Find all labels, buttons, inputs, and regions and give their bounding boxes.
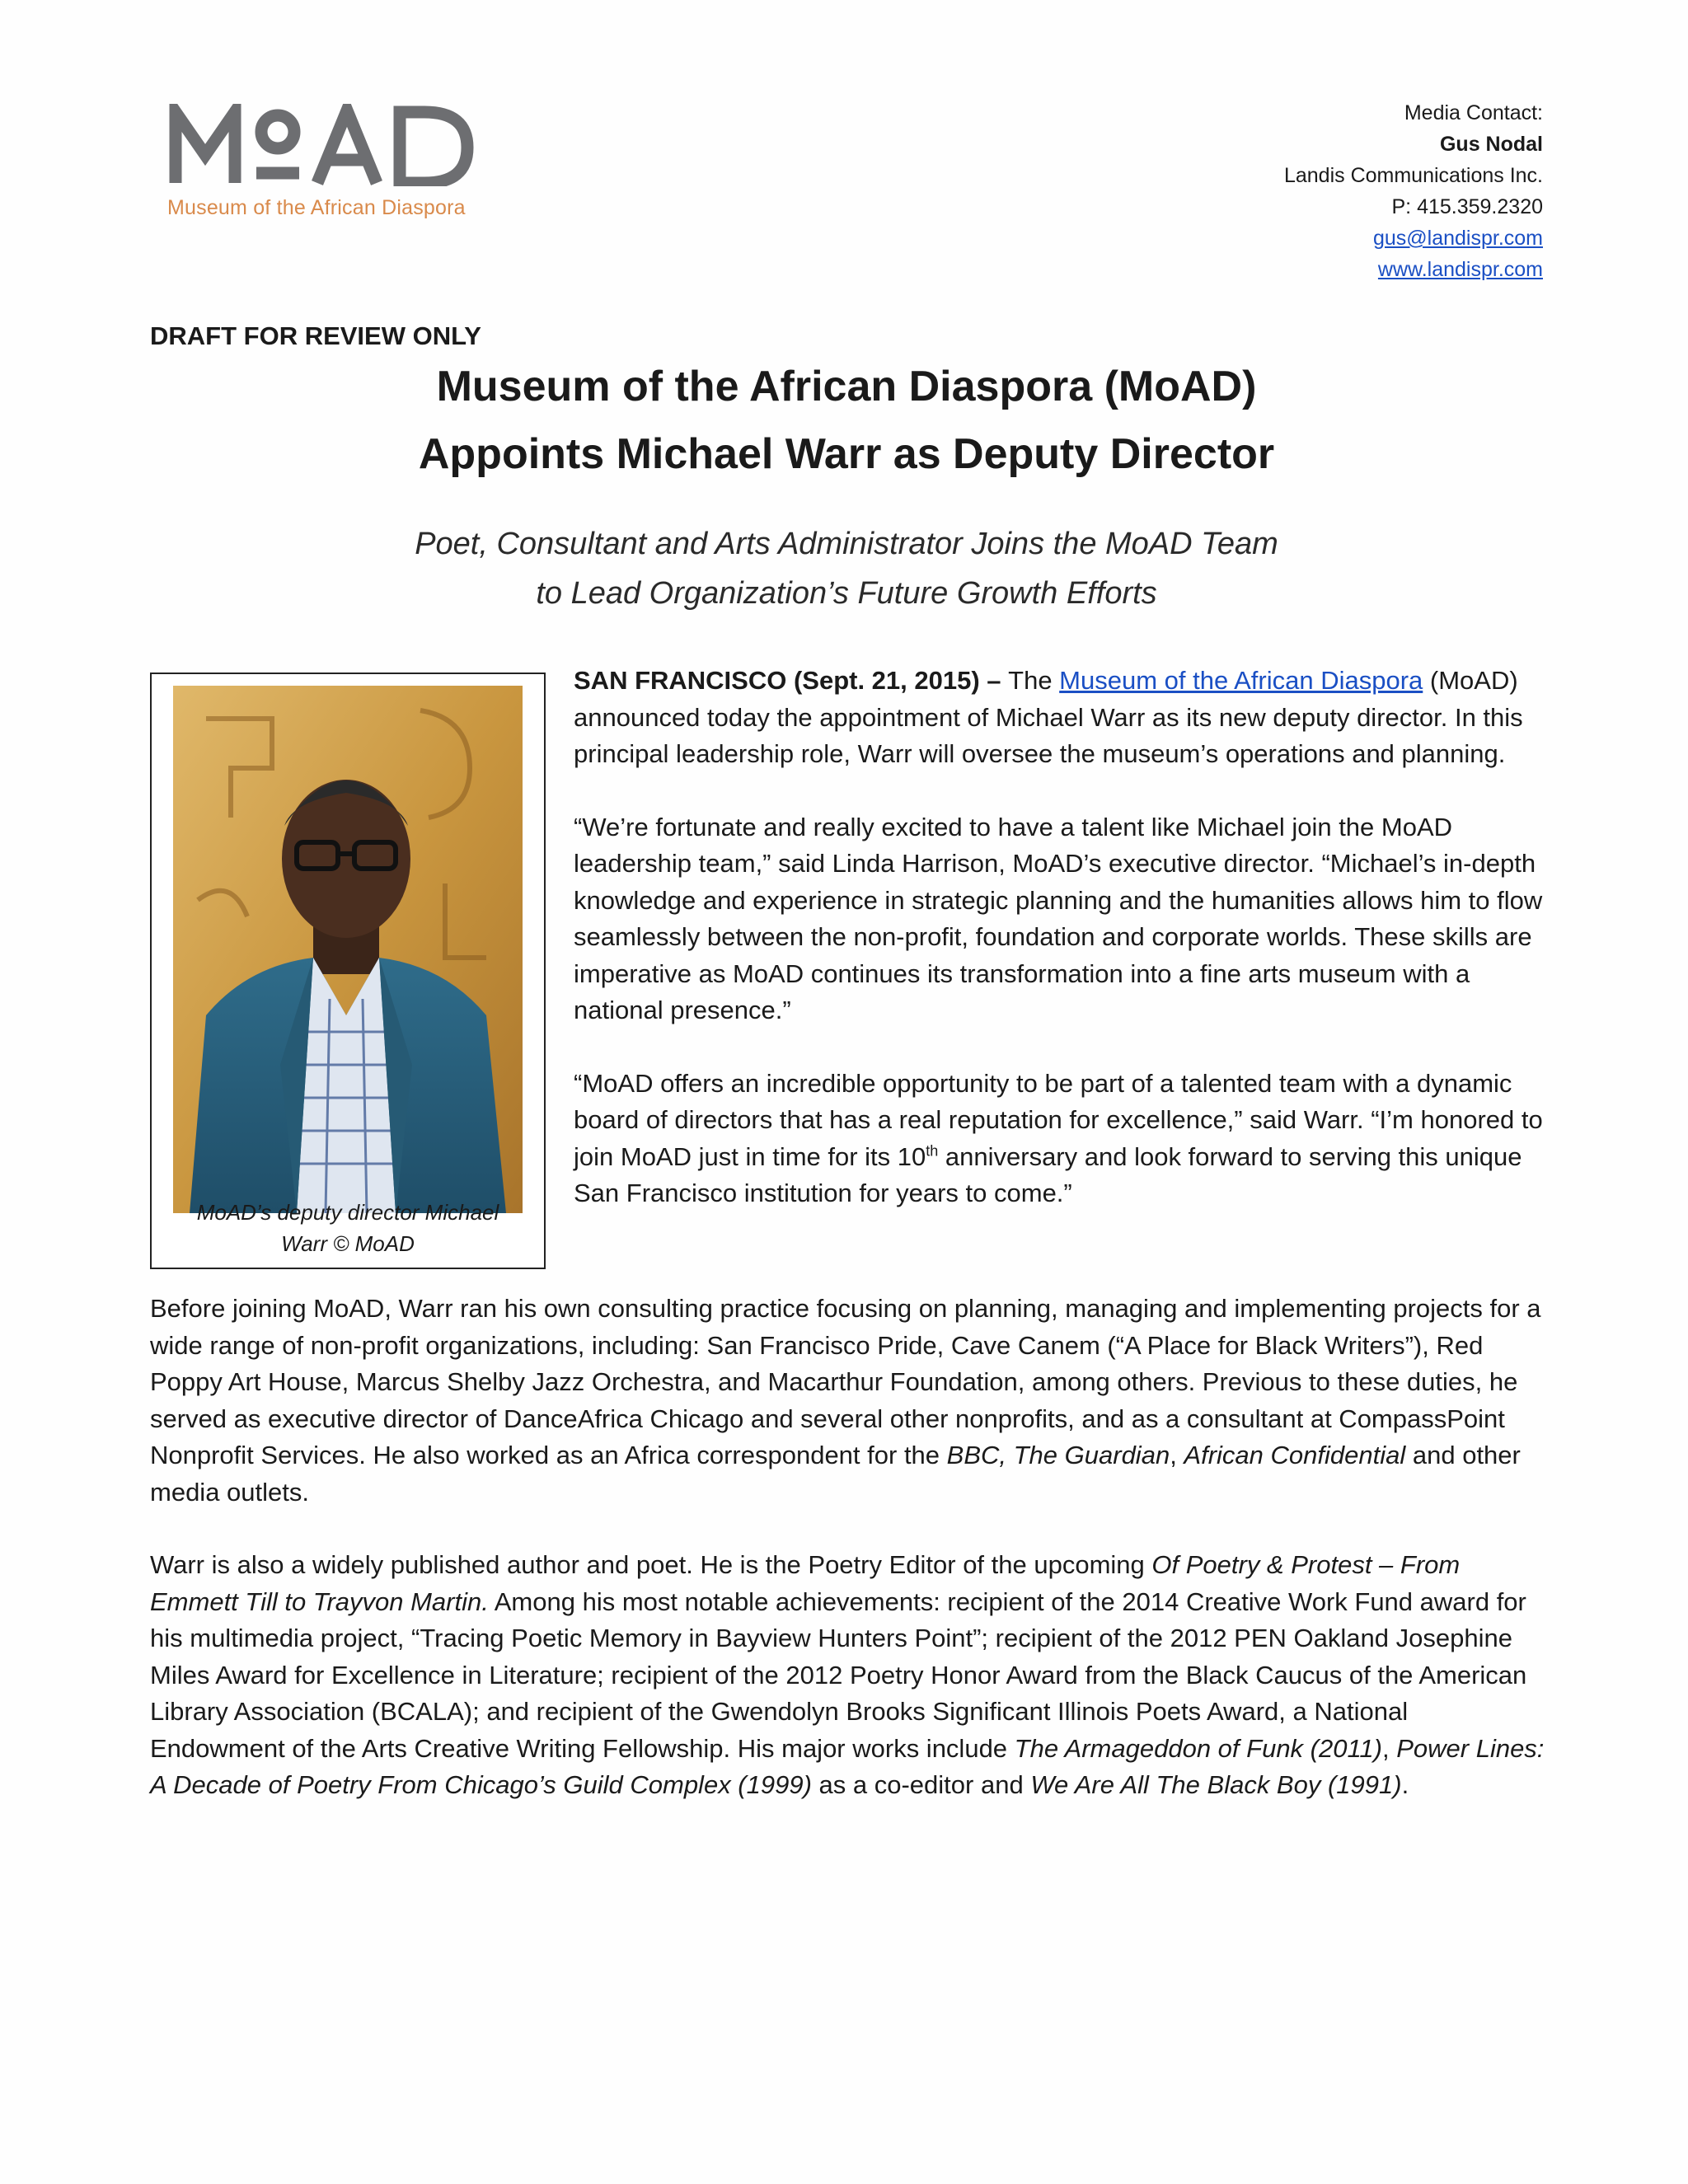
p5-italic-3: Power Lines: A Decade of Poetry From Chicago’s Guild Complex (1999) xyxy=(150,1733,1545,1799)
p4-italic-2: African Confidential xyxy=(1184,1441,1406,1469)
photo-caption xyxy=(158,1197,537,1259)
portrait-photo xyxy=(173,686,523,1213)
contact-heading: Media Contact: xyxy=(1404,101,1543,124)
body-text xyxy=(150,1291,1546,1840)
p1-pre-link: The xyxy=(1008,666,1060,695)
contact-website-link[interactable]: www.landispr.com xyxy=(1377,258,1543,281)
logo-tagline: Museum of the African Diaspora xyxy=(167,196,466,219)
contact-email-link[interactable]: gus@landispr.com xyxy=(1372,227,1543,250)
title-line-2: Appoints Michael Warr as Deputy Director xyxy=(418,430,1275,478)
p4-text-a: Before joining MoAD, Warr ran his own consulting practice focusing on planning, managing and implementing projects for a wide range of non-profit organizations, including: San Francisco Pride, Cave Canem (“A Place for Black Writers”), Red Poppy Art House, Marcus Shelby Jazz Orchestra, and Macarthur Foundation, among others. Previous to these duties, he served as executive director of DanceAfrica Chicago and several other nonprofits, and as a consultant at CompassPoint Nonprofit Services. He also worked as an Africa correspondent for the xyxy=(150,1294,1541,1469)
p5-text-b: Among his most notable achievements: recipient of the 2014 Creative Work Fund award for his multimedia project, “Tracing Poetic Memory in Bayview Hunters Point”; recipient of the 2012 PEN Oakland Josephine Miles Award for Excellence in Literature; recipient of the 2012 Poetry Honor Award from the Black Caucus of the American Library Association (BCALA); and recipient of the Gwendolyn Brooks Significant Illinois Poets Award, a National Endowment of the Arts Creative Writing Fellowship. His major works include xyxy=(150,1586,1527,1763)
subtitle xyxy=(150,519,1543,618)
p3-text-a: “MoAD offers an incredible opportunity to be part of a talented team with a dynamic board of directors that has a real reputation for excellence,” said Warr. “I’m honored to join MoAD just in time for its 10 xyxy=(574,1068,1543,1171)
paragraph-1 xyxy=(574,663,1546,773)
dateline-dash: – xyxy=(979,666,1009,695)
paragraph-3 xyxy=(574,1066,1546,1212)
p5-italic-4: We Are All The Black Boy (1991) xyxy=(1030,1770,1402,1799)
p3-superscript: th xyxy=(926,1142,939,1160)
p1-rest: (MoAD) announced today the appointment of Michael Warr as its new deputy director. In this principal leadership role, Warr will oversee the museum’s operations and planning. xyxy=(574,666,1523,768)
moad-logo xyxy=(167,104,513,220)
subtitle-line-2: to Lead Organization’s Future Growth Efforts xyxy=(536,576,1157,611)
dateline: SAN FRANCISCO (Sept. 21, 2015) xyxy=(574,666,980,695)
page-title xyxy=(150,353,1543,488)
p5-italic-1: Of Poetry & Protest – From Emmett Till to Trayvon Martin. xyxy=(150,1550,1461,1616)
subtitle-line-1: Poet, Consultant and Arts Administrator Joins the MoAD Team xyxy=(415,527,1278,561)
p5-italic-2: The Armageddon of Funk (2011) xyxy=(1014,1733,1382,1763)
intro-column xyxy=(574,663,1546,1249)
p5-text-e: . xyxy=(1401,1770,1409,1799)
draft-label: DRAFT FOR REVIEW ONLY xyxy=(150,321,481,350)
title-line-1: Museum of the African Diaspora (MoAD) xyxy=(436,363,1257,410)
contact-company: Landis Communications Inc. xyxy=(1283,164,1543,187)
p3-text-b: anniversary and look forward to serving this unique San Francisco institution for years to come.” xyxy=(574,1141,1522,1207)
p4-text-d: and other media outlets. xyxy=(150,1441,1521,1507)
p5-text-d: as a co-editor and xyxy=(811,1770,1031,1799)
contact-name: Gus Nodal xyxy=(1439,133,1543,156)
paragraph-4 xyxy=(150,1291,1546,1511)
paragraph-5 xyxy=(150,1547,1546,1804)
photo-frame xyxy=(150,673,546,1269)
caption-line-2: Warr © MoAD xyxy=(281,1231,415,1256)
p4-text-c: , xyxy=(1170,1441,1184,1469)
paragraph-2: “We’re fortunate and really excited to have a talent like Michael join the MoAD leadership team,” said Linda Harrison, MoAD’s executive director. “Michael’s in-depth knowledge and experience in strategic planning and the humanities allows him to flow seamlessly between the non-profit, foundation and corporate worlds. These skills are imperative as MoAD continues its transformation into a fine arts museum with a national presence.” xyxy=(574,812,1543,1024)
p5-text-c: , xyxy=(1381,1733,1397,1763)
contact-phone: P: 415.359.2320 xyxy=(1391,195,1543,218)
p4-italic-1: BBC, The Guardian xyxy=(946,1441,1170,1469)
caption-line-1: MoAD’s deputy director Michael xyxy=(196,1200,499,1225)
media-contact xyxy=(1284,97,1543,285)
p5-text-a: Warr is also a widely published author and poet. He is the Poetry Editor of the upcoming xyxy=(150,1550,1152,1579)
museum-link[interactable]: Museum of the African Diaspora xyxy=(1059,666,1423,695)
moad-logo-mark xyxy=(167,104,489,186)
